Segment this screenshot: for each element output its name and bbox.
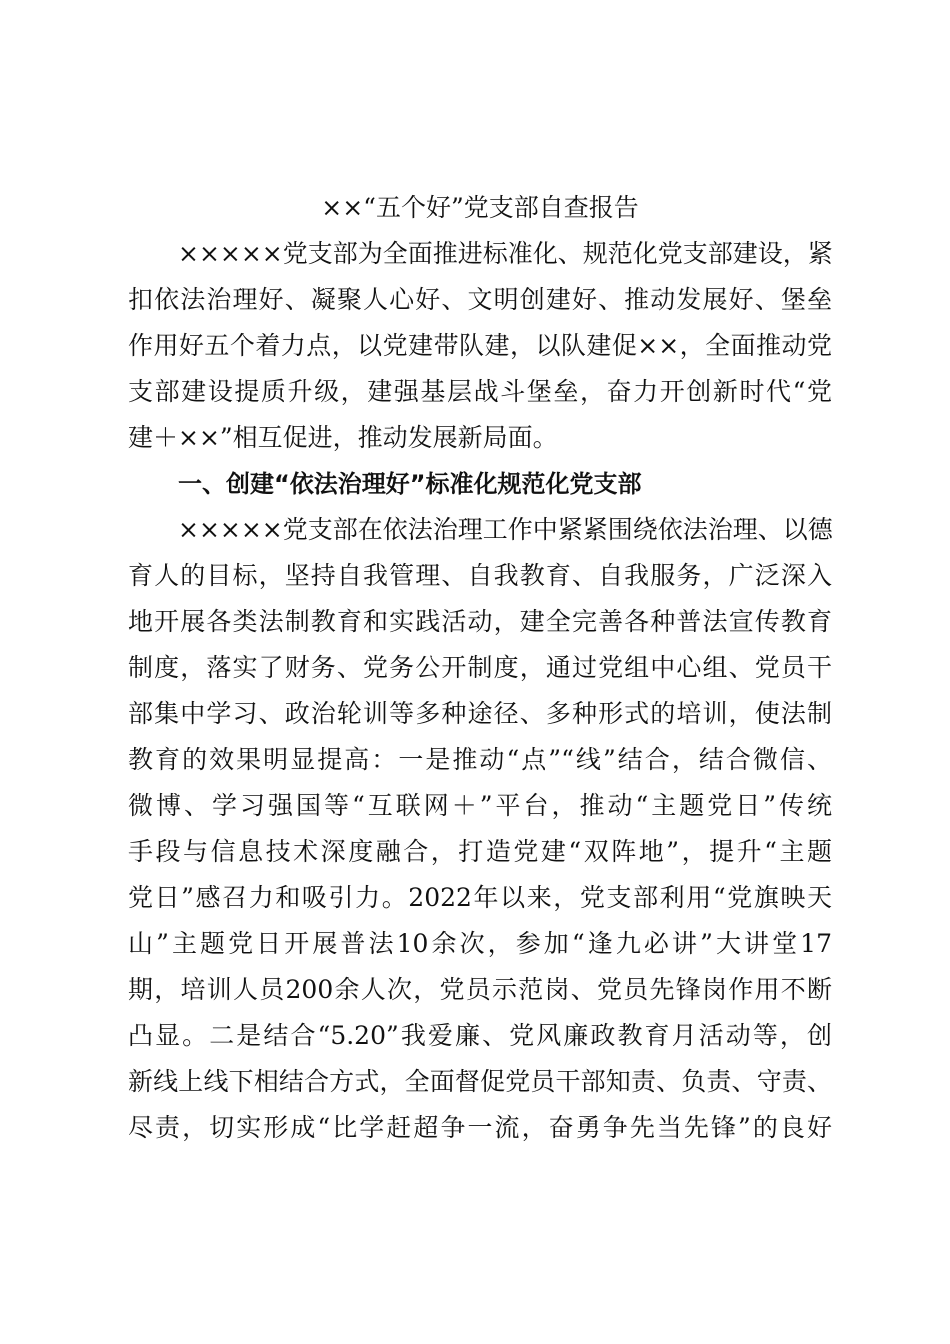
text-line: 建＋××”相互促进，推动发展新局面。 [128,423,558,452]
text-line: 新线上线下相结合方式，全面督促党员干部知责、负责、守责、 [128,1067,832,1096]
text-line: 微博、学习强国等“互联网＋”平台，推动“主题党日”传统 [128,791,832,820]
text-line: 凸显。二是结合“5.20”我爱廉、党风廉政教育月活动等，创 [128,1021,832,1050]
text-line: 一、创建“依法治理好”标准化规范化党支部 [178,470,642,498]
document-body [128,231,832,1151]
text-line: 教育的效果明显提高：一是推动“点”“线”结合，结合微信、 [128,745,832,774]
text-line: 手段与信息技术深度融合，打造党建“双阵地”，提升“主题 [128,837,832,866]
text-line: 部集中学习、政治轮训等多种途径、多种形式的培训，使法制 [128,699,832,728]
text-line: 作用好五个着力点，以党建带队建，以队建促××，全面推动党 [128,331,832,360]
section-heading [128,461,832,507]
text-line: ×××××党支部为全面推进标准化、规范化党支部建设，紧 [178,239,833,268]
document-title: ××“五个好”党支部自查报告 [321,193,639,222]
paragraph [128,507,832,1151]
text-line: 地开展各类法制教育和实践活动，建全完善各种普法宣传教育 [128,607,832,636]
text-line: 山”主题党日开展普法10余次，参加“逢九必讲”大讲堂17 [128,929,832,958]
text-line: 制度，落实了财务、党务公开制度，通过党组中心组、党员干 [128,653,832,682]
text-line: 党日”感召力和吸引力。2022年以来，党支部利用“党旗映天 [128,883,832,912]
text-line: 期，培训人员200余人次，党员示范岗、党员先锋岗作用不断 [128,975,832,1004]
paragraph [128,231,832,461]
text-line: 尽责，切实形成“比学赶超争一流，奋勇争先当先锋”的良好 [128,1113,832,1142]
text-line: 育人的目标，坚持自我管理、自我教育、自我服务，广泛深入 [128,561,832,590]
text-line: ×××××党支部在依法治理工作中紧紧围绕依法治理、以德 [178,515,833,544]
text-line: 支部建设提质升级，建强基层战斗堡垒，奋力开创新时代“党 [128,377,832,406]
text-line: 扣依法治理好、凝聚人心好、文明创建好、推动发展好、堡垒 [128,285,832,314]
document-page [128,185,832,1151]
